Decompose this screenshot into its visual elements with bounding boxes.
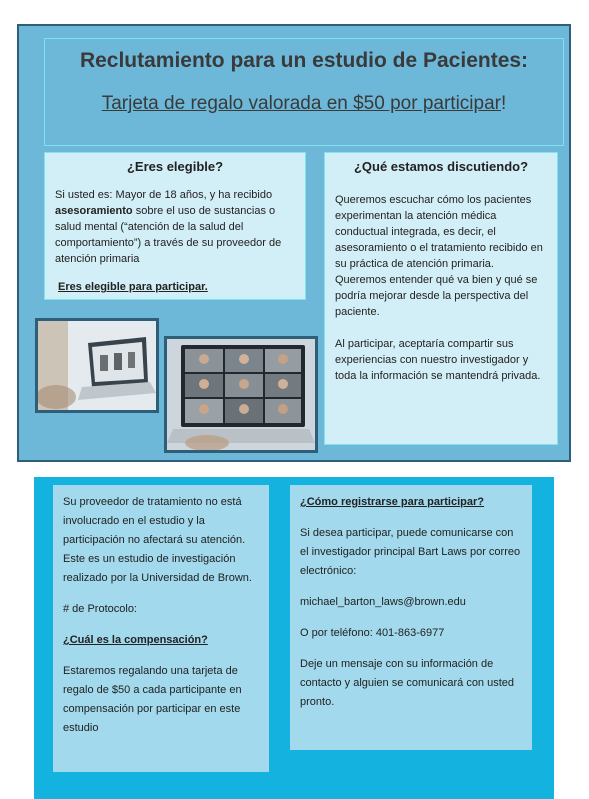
discussion-card bbox=[324, 152, 558, 445]
page-subtitle bbox=[45, 93, 563, 115]
subtitle-underlined: Tarjeta de regalo valorada en $50 por participar bbox=[101, 93, 501, 114]
discussion-heading: ¿Qué estamos discutiendo? bbox=[353, 159, 529, 174]
registration-card bbox=[290, 485, 532, 750]
bottom-panel bbox=[34, 477, 554, 799]
eligibility-card bbox=[44, 152, 306, 300]
discussion-paragraph-1: Queremos escuchar cómo los pacientes experimentan la atención médica conductual integrada, es decir, el asesoramiento o el tratamiento recibido en su práctica de atención primaria. Queremos entender qué va bien y qué se podría mejorar desde la perspectiva del paciente. bbox=[335, 194, 543, 318]
laptop-illustration bbox=[38, 321, 156, 410]
registration-heading: ¿Cómo registrarse para participar? bbox=[300, 496, 485, 508]
eligibility-text bbox=[55, 187, 295, 267]
eligibility-heading: ¿Eres elegible? bbox=[126, 159, 224, 174]
compensation-heading: ¿Cuál es la compensación? bbox=[63, 634, 208, 646]
top-panel bbox=[17, 24, 571, 462]
discussion-paragraph-2: Al participar, aceptaría compartir sus experiencias con nuestro investigador y toda la información se mantendrá privada. bbox=[335, 338, 541, 382]
subtitle-end: ! bbox=[500, 93, 507, 114]
eligibility-text-start: Si usted es: Mayor de 18 años, y ha recibido bbox=[55, 189, 273, 201]
video-call-illustration bbox=[167, 339, 315, 450]
video-call-photo bbox=[164, 336, 318, 453]
registration-text: Si desea participar, puede comunicarse con el investigador principal Bart Laws por correo electrónico: bbox=[300, 527, 521, 577]
page-title: Reclutamiento para un estudio de Pacientes: bbox=[79, 49, 529, 72]
contact-email[interactable]: michael_barton_laws@brown.edu bbox=[300, 596, 466, 608]
eligibility-text-end: sobre el uso de sustancias o salud mental (“atención de la salud del comportamiento”) a través de su proveedor de atención primaria bbox=[55, 205, 282, 265]
compensation-text: Estaremos regalando una tarjeta de regalo de $50 a cada participante en compensación por participar en este estudio bbox=[63, 665, 242, 734]
protocol-number: # de Protocolo: bbox=[63, 603, 137, 615]
eligible-link[interactable]: Eres elegible para participar. bbox=[58, 281, 208, 293]
contact-phone[interactable]: O por teléfono: 401-863-6977 bbox=[300, 627, 445, 639]
eligibility-text-bold: asesoramiento bbox=[55, 205, 133, 217]
provider-note: Su proveedor de tratamiento no está involucrado en el estudio y la participación no afectará su atención. Este es un estudio de investigación realizado por la Universidad de Brown. bbox=[63, 496, 252, 584]
title-box bbox=[44, 38, 564, 146]
contact-message: Deje un mensaje con su información de contacto y alguien se comunicará con usted pronto. bbox=[300, 658, 515, 708]
study-info-card bbox=[53, 485, 269, 772]
laptop-meeting-photo bbox=[35, 318, 159, 413]
